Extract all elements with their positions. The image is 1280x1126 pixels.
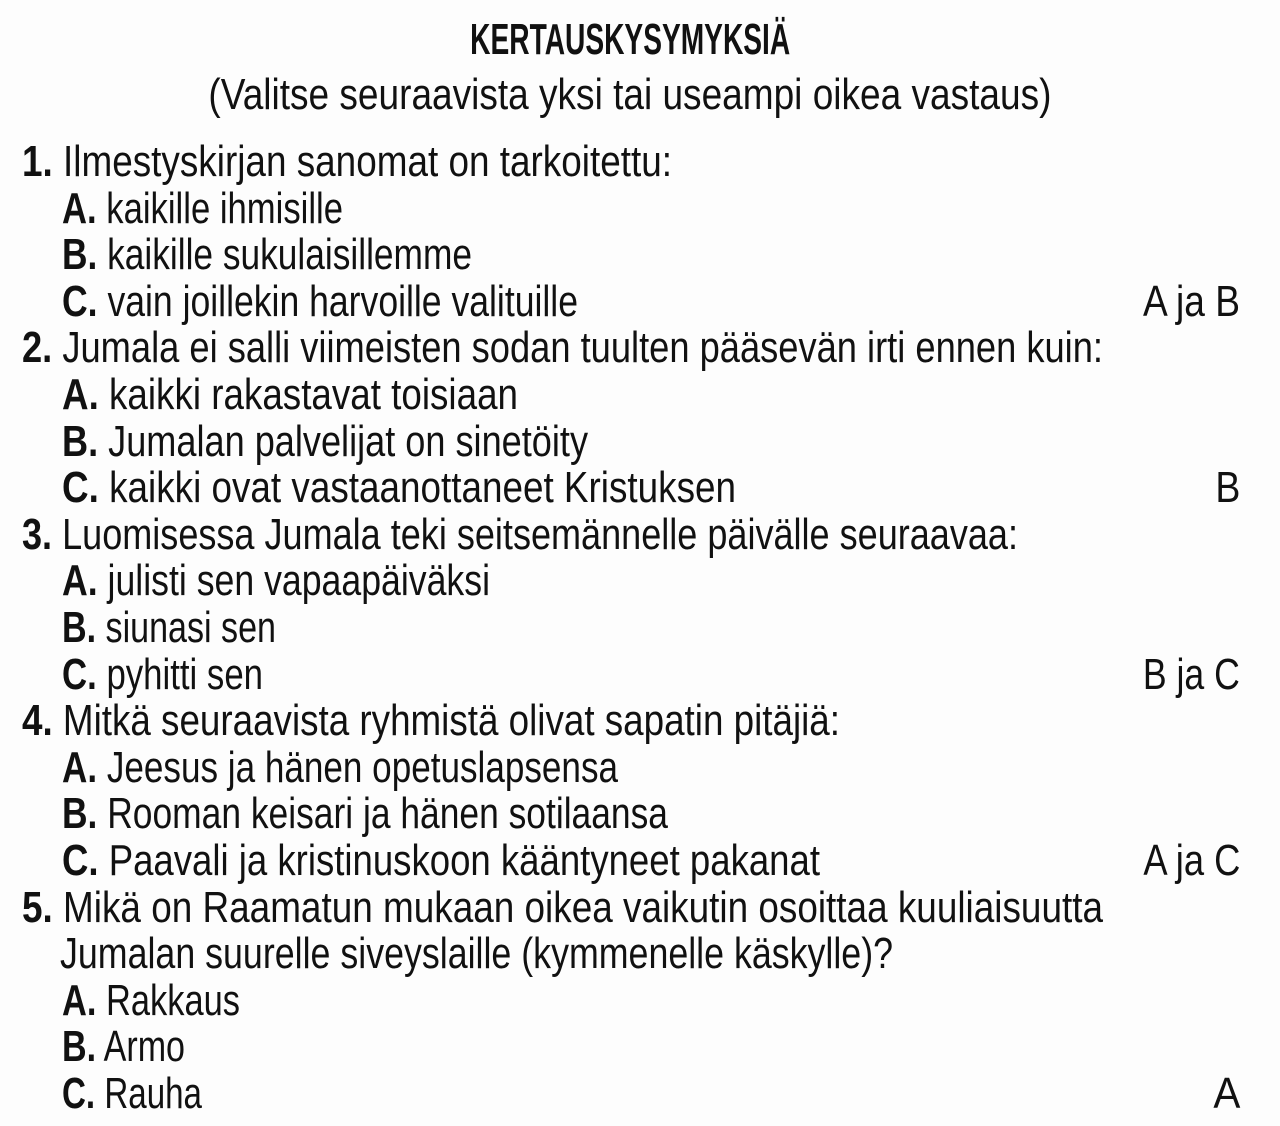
title-row (0, 16, 1260, 63)
answer-1: A ja B (1143, 276, 1240, 326)
question-line (22, 325, 1103, 372)
answer-4: A ja C (1143, 835, 1240, 885)
question-3 (0, 509, 1280, 559)
option-line (62, 975, 240, 1025)
option-letter: B. (62, 602, 97, 652)
option-text: Paavali ja kristinuskoon kääntyneet pakanat (108, 835, 820, 885)
option-line (62, 835, 820, 885)
option-1c (0, 276, 1280, 326)
option-text: Jumalan palvelijat on sinetöity (108, 416, 588, 466)
option-letter: B. (62, 230, 98, 280)
question-line (22, 882, 1104, 932)
option-line (62, 602, 277, 652)
option-line (62, 558, 490, 605)
option-letter: A. (62, 742, 98, 792)
option-text: kaikille sukulaisillemme (107, 230, 472, 280)
question-text: Jumala ei salli viimeisten sodan tuulten pääsevän irti ennen kuin: (62, 323, 1104, 373)
question-text: Mikä on Raamatun mukaan oikea vaikutin osoittaa kuuliaisuutta (63, 882, 1104, 932)
option-text: vain joillekin harvoille valituille (107, 276, 578, 326)
option-5b (0, 1024, 1280, 1071)
option-letter: B. (62, 1022, 97, 1072)
question-4 (0, 698, 1280, 745)
option-line (62, 649, 263, 699)
question-line (22, 698, 840, 745)
question-text: Ilmestyskirjan sanomat on tarkoitettu: (63, 137, 672, 186)
question-text: Mitkä seuraavista ryhmistä olivat sapatin pitäjiä: (62, 696, 840, 746)
option-line (62, 369, 518, 419)
option-1a (0, 183, 1280, 233)
option-line (62, 791, 668, 838)
question-5-continued (0, 931, 1280, 978)
question-number: 4. (22, 696, 53, 746)
option-text: julisti sen vapaapäiväksi (107, 556, 490, 606)
option-text: pyhitti sen (106, 649, 263, 699)
option-letter: C. (62, 649, 97, 699)
option-text: kaikki ovat vastaanottaneet Kristuksen (109, 463, 737, 513)
question-line (22, 139, 672, 186)
option-line (62, 1024, 185, 1071)
option-4b (0, 791, 1280, 838)
question-number: 1. (22, 137, 53, 186)
question-number: 2. (22, 323, 53, 373)
question-number: 5. (22, 882, 53, 932)
question-text: Luomisessa Jumala teki seitsemännelle päivälle seuraavaa: (62, 509, 1019, 559)
answer-2: B (1215, 463, 1240, 513)
option-line (62, 276, 578, 326)
instructions-row (0, 71, 1260, 118)
option-line (62, 742, 618, 792)
answer-3: B ja C (1143, 649, 1240, 699)
option-3a (0, 558, 1280, 605)
instructions: (Valitse seuraavista yksi tai useampi oikea vastaus) (208, 70, 1052, 119)
option-text: Armo (103, 1022, 185, 1072)
question-5 (0, 882, 1280, 932)
option-letter: B. (62, 789, 98, 839)
option-text: Jeesus ja hänen opetuslapsensa (106, 742, 618, 792)
question-text-continued: Jumalan suurelle siveyslaille (kymmenelle käskylle)? (60, 929, 893, 979)
option-4a (0, 742, 1280, 792)
option-letter: C. (62, 276, 98, 326)
option-letter: A. (62, 183, 97, 233)
option-line (62, 465, 736, 512)
option-letter: A. (62, 975, 97, 1025)
option-text: Rooman keisari ja hänen sotilaansa (107, 789, 668, 839)
option-text: kaikille ihmisille (106, 183, 343, 233)
question-number: 3. (22, 509, 53, 559)
page-title: KERTAUSKYSYMYKSIÄ (469, 15, 790, 64)
option-line (62, 1068, 202, 1118)
option-text: Rauha (104, 1068, 202, 1118)
question-list (0, 139, 1280, 1117)
question-2 (0, 325, 1280, 372)
option-letter: C. (62, 835, 99, 885)
option-line (62, 416, 588, 466)
option-text: kaikki rakastavat toisiaan (109, 369, 518, 419)
option-3c (0, 649, 1280, 699)
option-text: Rakkaus (106, 975, 240, 1025)
option-letter: C. (62, 1068, 96, 1118)
option-line (62, 232, 472, 279)
option-text: siunasi sen (105, 602, 277, 652)
option-letter: A. (62, 369, 99, 419)
option-4c (0, 835, 1280, 885)
option-line (62, 183, 343, 233)
option-letter: C. (62, 463, 99, 513)
option-letter: B. (62, 416, 99, 466)
question-line (22, 509, 1019, 559)
option-3b (0, 602, 1280, 652)
option-2c (0, 465, 1280, 512)
option-letter: A. (62, 556, 98, 606)
option-1b (0, 232, 1280, 279)
question-1 (0, 139, 1280, 186)
option-5a (0, 975, 1280, 1025)
answer-5: A (1213, 1068, 1240, 1118)
option-2b (0, 416, 1280, 466)
option-2a (0, 369, 1280, 419)
option-5c (0, 1068, 1280, 1118)
